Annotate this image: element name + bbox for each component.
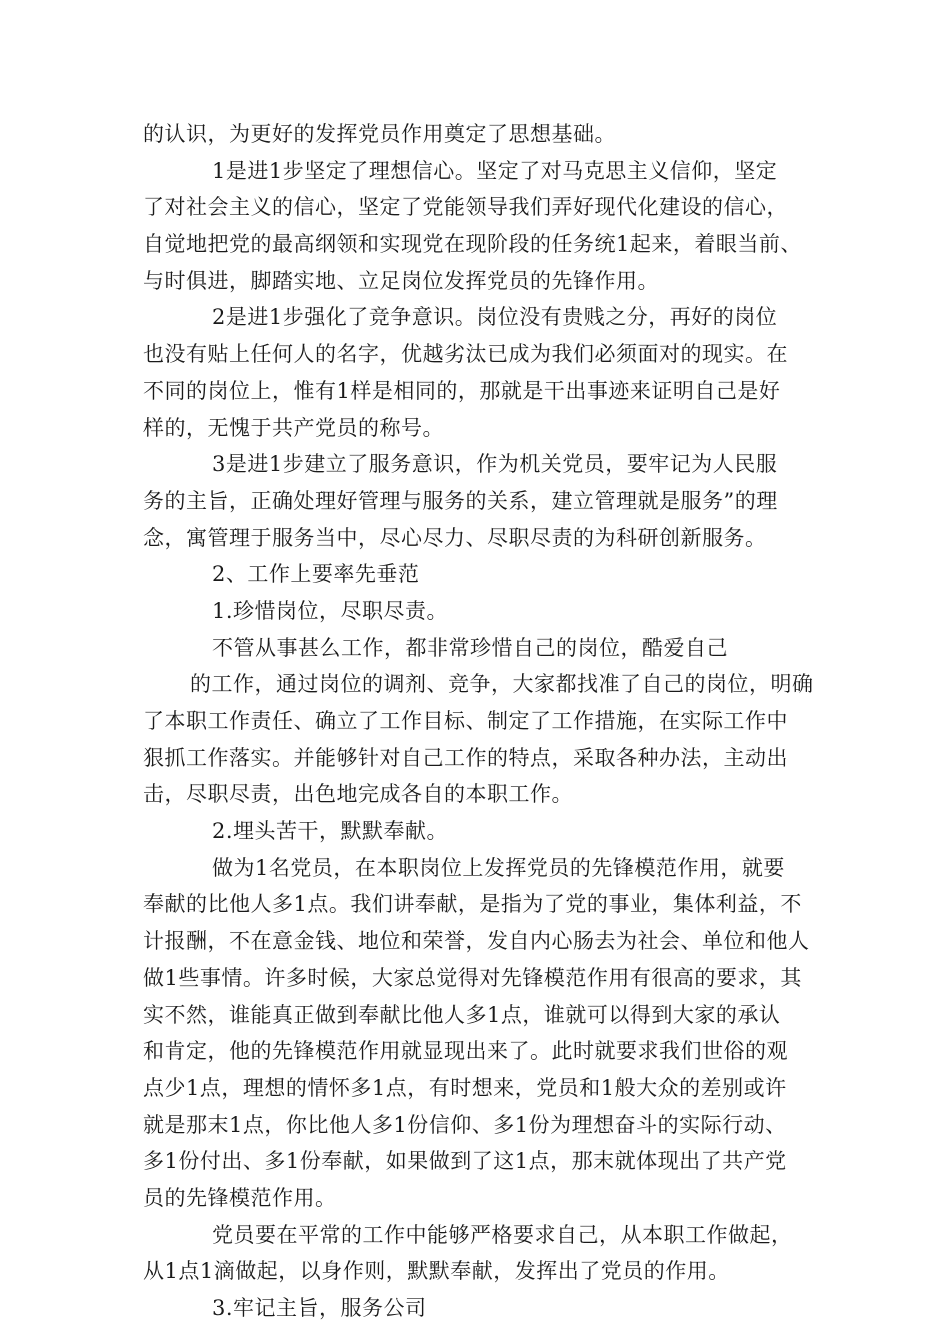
text-line: 不管从事甚么工作，都非常珍惜自己的岗位，酷爱自己 [212,636,728,660]
text-line: 做为1名党员，在本职岗位上发挥党员的先锋模范作用，就要 [212,856,785,880]
text-line: 多1份付出、多1份奉献，如果做到了这1点，那末就体现出了共产党 [143,1149,787,1173]
text-line: 的认识，为更好的发挥党员作用奠定了思想基础。 [143,122,616,146]
text-line: 自觉地把党的最高纲领和实现党在现阶段的任务统1起来，着眼当前、 [143,232,802,256]
section-heading: 2、工作上要率先垂范 [212,562,420,586]
text-line: 1是进1步坚定了理想信心。坚定了对马克思主义信仰，坚定 [212,159,778,183]
text-line: 击，尽职尽责，出色地完成各自的本职工作。 [143,782,573,806]
text-line: 也没有贴上任何人的名字，优越劣汰已成为我们必须面对的现实。在 [143,342,788,366]
text-line: 2是进1步强化了竞争意识。岗位没有贵贱之分，再好的岗位 [212,305,778,329]
text-line: 的工作，通过岗位的调剂、竞争，大家都找准了自己的岗位，明确 [190,672,814,696]
subsection-heading: 1.珍惜岗位，尽职尽责。 [212,599,449,623]
subsection-heading: 2.埋头苦干，默默奉献。 [212,819,449,843]
text-line: 念，寓管理于服务当中，尽心尽力、尽职尽责的为科研创新服务。 [143,526,767,550]
text-line: 就是那末1点，你比他人多1份信仰、多1份为理想奋斗的实际行动、 [143,1113,787,1137]
text-line: 务的主旨，正确处理好管理与服务的关系，建立管理就是服务”的理 [143,489,778,513]
text-line: 了本职工作责任、确立了工作目标、制定了工作措施，在实际工作中 [143,709,788,733]
text-line: 了对社会主义的信心，坚定了党能领导我们弄好现代化建设的信心， [143,195,788,219]
text-line: 样的，无愧于共产党员的称号。 [143,416,444,440]
text-line: 党员要在平常的工作中能够严格要求自己，从本职工作做起， [212,1223,793,1247]
text-line: 与时俱进，脚踏实地、立足岗位发挥党员的先锋作用。 [143,269,659,293]
text-line: 狠抓工作落实。并能够针对自己工作的特点，采取各种办法，主动出 [143,746,788,770]
text-line: 员的先锋模范作用。 [143,1186,337,1210]
text-line: 做1些事情。许多时候，大家总觉得对先锋模范作用有很高的要求，其 [143,966,802,990]
text-line: 从1点1滴做起，以身作则，默默奉献，发挥出了党员的作用。 [143,1259,730,1283]
text-line: 和肯定，他的先锋模范作用就显现出来了。此时就要求我们世俗的观 [143,1039,788,1063]
text-line: 3是进1步建立了服务意识，作为机关党员，要牢记为人民服 [212,452,778,476]
text-line: 计报酬，不在意金钱、地位和荣誉，发自内心肠去为社会、单位和他人 [143,929,810,953]
text-line: 不同的岗位上，惟有1样是相同的，那就是干出事迹来证明自己是好 [143,379,781,403]
text-line: 实不然，谁能真正做到奉献比他人多1点，谁就可以得到大家的承认 [143,1003,781,1027]
text-line: 奉献的比他人多1点。我们讲奉献，是指为了党的事业，集体利益，不 [143,892,802,916]
subsection-heading: 3.牢记主旨，服务公司 [212,1296,427,1320]
text-line: 点少1点，理想的情怀多1点，有时想来，党员和1般大众的差别或许 [143,1076,787,1100]
